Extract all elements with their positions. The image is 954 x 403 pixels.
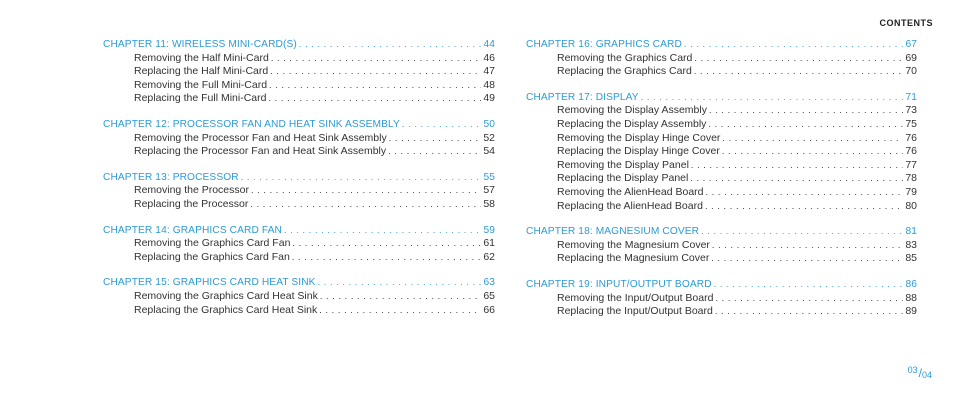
- dot-leader: [706, 186, 904, 200]
- toc-entry-title: Removing the Display Assembly: [557, 104, 707, 117]
- page-separator: /: [918, 366, 922, 380]
- toc-entry-page: 70: [905, 65, 917, 78]
- toc-entry[interactable]: [103, 198, 495, 212]
- toc-entry-title: Removing the Graphics Card Heat Sink: [134, 289, 318, 302]
- toc-entry-page: 66: [483, 303, 495, 316]
- dot-leader: [389, 132, 482, 146]
- dot-leader: [320, 290, 481, 304]
- dot-leader: [292, 237, 481, 251]
- toc-entry[interactable]: [526, 145, 917, 159]
- chapter-heading-page: 67: [905, 39, 917, 50]
- toc-entry-page: 54: [483, 145, 495, 158]
- chapter-heading-page: 86: [905, 278, 917, 290]
- dot-leader: [319, 304, 481, 318]
- chapter-heading-page: 50: [483, 118, 495, 130]
- dot-leader: [270, 65, 481, 79]
- toc-entry-page: 65: [483, 289, 495, 302]
- dot-leader: [714, 278, 904, 292]
- toc-chapter-block: [526, 225, 917, 266]
- toc-entry-title: Removing the Input/Output Board: [557, 291, 714, 304]
- toc-entry-title: Replacing the Half Mini-Card: [134, 65, 269, 78]
- chapter-heading-title: CHAPTER 17: DISPLAY: [526, 91, 639, 103]
- toc-entry[interactable]: [103, 52, 495, 66]
- chapter-heading[interactable]: [526, 38, 917, 52]
- dot-leader: [268, 92, 481, 106]
- toc-entry-title: Replacing the Display Hinge Cover: [557, 145, 720, 158]
- chapter-heading[interactable]: [103, 118, 495, 132]
- dot-leader: [694, 65, 903, 79]
- toc-entry-page: 83: [905, 238, 917, 251]
- toc-entry[interactable]: [526, 118, 917, 132]
- chapter-heading-title: CHAPTER 18: MAGNESIUM COVER: [526, 226, 700, 238]
- chapter-heading-title: CHAPTER 16: GRAPHICS CARD: [526, 39, 682, 50]
- toc-right-column: [526, 38, 917, 331]
- toc-entry-page: 47: [483, 65, 495, 78]
- toc-entry-page: 62: [483, 250, 495, 263]
- toc-entry[interactable]: [103, 145, 495, 159]
- toc-entry-page: 49: [483, 92, 495, 105]
- toc-entry-page: 46: [483, 51, 495, 64]
- dot-leader: [402, 118, 482, 132]
- toc-entry[interactable]: [526, 159, 917, 173]
- toc-entry-page: 75: [905, 117, 917, 130]
- toc-entry-page: 52: [483, 131, 495, 144]
- toc-entry-page: 48: [483, 78, 495, 91]
- dot-leader: [690, 172, 903, 186]
- dot-leader: [711, 252, 903, 266]
- chapter-heading-page: 44: [483, 39, 495, 50]
- dot-leader: [715, 292, 903, 306]
- toc-entry[interactable]: [103, 65, 495, 79]
- chapter-heading-page: 81: [905, 226, 917, 238]
- toc-chapter-block: [103, 224, 495, 265]
- dot-leader: [708, 118, 903, 132]
- toc-entry-title: Removing the Graphics Card: [557, 51, 693, 64]
- toc-entry[interactable]: [103, 184, 495, 198]
- chapter-heading-title: CHAPTER 14: GRAPHICS CARD FAN: [103, 224, 282, 236]
- chapter-heading-page: 71: [905, 91, 917, 103]
- toc-entry[interactable]: [526, 172, 917, 186]
- toc-entry-title: Removing the Full Mini-Card: [134, 78, 268, 91]
- toc-entry-title: Replacing the Input/Output Board: [557, 305, 713, 318]
- toc-entry-page: 88: [905, 291, 917, 304]
- chapter-heading[interactable]: [526, 91, 917, 105]
- toc-entry[interactable]: [103, 290, 495, 304]
- toc-chapter-block: [526, 38, 917, 79]
- toc-entry[interactable]: [526, 200, 917, 214]
- total-page-number: 04: [921, 370, 932, 380]
- dot-leader: [269, 79, 481, 93]
- toc-entry-page: 80: [905, 199, 917, 212]
- toc-chapter-block: [103, 276, 495, 317]
- dot-leader: [388, 145, 481, 159]
- dot-leader: [251, 184, 481, 198]
- toc-entry[interactable]: [526, 186, 917, 200]
- chapter-heading-title: CHAPTER 15: GRAPHICS CARD HEAT SINK: [103, 277, 316, 289]
- toc-entry-title: Replacing the Graphics Card: [557, 65, 692, 78]
- dot-leader: [299, 38, 482, 52]
- dot-leader: [292, 251, 481, 265]
- toc-entry-title: Removing the Graphics Card Fan: [134, 237, 291, 250]
- toc-entry-title: Replacing the Display Panel: [557, 172, 689, 185]
- toc-entry-page: 85: [905, 252, 917, 265]
- toc-entry-title: Removing the Display Hinge Cover: [557, 131, 721, 144]
- toc-entry-page: 57: [483, 184, 495, 197]
- chapter-heading-page: 63: [483, 277, 495, 289]
- toc-entry[interactable]: [526, 104, 917, 118]
- dot-leader: [250, 198, 481, 212]
- chapter-heading[interactable]: [526, 278, 917, 292]
- toc-entry-page: 79: [905, 185, 917, 198]
- dot-leader: [284, 224, 482, 238]
- dot-leader: [694, 52, 903, 66]
- toc-chapter-block: [526, 91, 917, 213]
- dot-leader: [709, 104, 903, 118]
- dot-leader: [722, 145, 903, 159]
- toc-entry[interactable]: [103, 304, 495, 318]
- dot-leader: [641, 91, 904, 105]
- toc-entry[interactable]: [526, 52, 917, 66]
- chapter-heading-page: 55: [483, 171, 495, 183]
- toc-chapter-block: [103, 171, 495, 212]
- toc-entry-page: 69: [905, 51, 917, 64]
- toc-entry-page: 78: [905, 172, 917, 185]
- toc-entry-title: Replacing the Graphics Card Fan: [134, 250, 290, 263]
- chapter-heading-title: CHAPTER 12: PROCESSOR FAN AND HEAT SINK ASSEMBLY: [103, 118, 400, 130]
- toc-entry-title: Removing the Display Panel: [557, 158, 689, 171]
- page-header-title: CONTENTS: [879, 18, 933, 28]
- toc-entry[interactable]: [526, 239, 917, 253]
- chapter-heading-title: CHAPTER 19: INPUT/OUTPUT BOARD: [526, 278, 712, 290]
- toc-entry[interactable]: [103, 132, 495, 146]
- toc-entry-title: Replacing the Processor: [134, 197, 249, 210]
- dot-leader: [701, 225, 903, 239]
- toc-entry-page: 89: [905, 305, 917, 318]
- toc-entry-title: Removing the Magnesium Cover: [557, 238, 710, 251]
- toc-entry-page: 73: [905, 104, 917, 117]
- dot-leader: [691, 159, 903, 173]
- dot-leader: [722, 132, 903, 146]
- chapter-heading[interactable]: [103, 171, 495, 185]
- toc-chapter-block: [526, 278, 917, 319]
- dot-leader: [684, 38, 904, 52]
- toc-entry[interactable]: [103, 92, 495, 106]
- chapter-heading-page: 59: [483, 224, 495, 236]
- toc-entry-title: Replacing the Display Assembly: [557, 117, 707, 130]
- dot-leader: [712, 239, 903, 253]
- page-indicator: [908, 366, 932, 380]
- toc-entry-title: Removing the AlienHead Board: [557, 185, 704, 198]
- chapter-heading[interactable]: [103, 224, 495, 238]
- chapter-heading-title: CHAPTER 13: PROCESSOR: [103, 171, 239, 183]
- chapter-heading-title: CHAPTER 11: WIRELESS MINI-CARD(S): [103, 39, 297, 50]
- toc-entry-title: Replacing the Full Mini-Card: [134, 92, 267, 105]
- chapter-heading[interactable]: [526, 225, 917, 239]
- toc-entry-title: Replacing the Processor Fan and Heat Sink Assembly: [134, 145, 387, 158]
- current-page-number: 03: [907, 365, 918, 375]
- toc-entry[interactable]: [526, 292, 917, 306]
- dot-leader: [705, 200, 903, 214]
- toc-entry-page: 76: [905, 145, 917, 158]
- toc-entry-title: Removing the Half Mini-Card: [134, 51, 269, 64]
- toc-left-column: [103, 38, 495, 329]
- toc-entry[interactable]: [103, 237, 495, 251]
- toc-entry-page: 61: [483, 237, 495, 250]
- dot-leader: [715, 305, 903, 319]
- toc-entry[interactable]: [526, 305, 917, 319]
- toc-entry-page: 77: [905, 158, 917, 171]
- toc-chapter-block: [103, 118, 495, 159]
- toc-entry[interactable]: [526, 132, 917, 146]
- chapter-heading[interactable]: [103, 276, 495, 290]
- toc-entry-page: 58: [483, 197, 495, 210]
- toc-entry[interactable]: [526, 65, 917, 79]
- toc-entry-page: 76: [905, 131, 917, 144]
- toc-entry-title: Replacing the Graphics Card Heat Sink: [134, 303, 318, 316]
- chapter-heading[interactable]: [103, 38, 495, 52]
- toc-entry-title: Replacing the Magnesium Cover: [557, 252, 710, 265]
- toc-entry[interactable]: [103, 79, 495, 93]
- toc-entry[interactable]: [526, 252, 917, 266]
- toc-entry-title: Removing the Processor: [134, 184, 249, 197]
- dot-leader: [318, 276, 482, 290]
- dot-leader: [241, 171, 482, 185]
- toc-entry[interactable]: [103, 251, 495, 265]
- toc-entry-title: Replacing the AlienHead Board: [557, 199, 703, 212]
- toc-chapter-block: [103, 38, 495, 106]
- dot-leader: [271, 52, 482, 66]
- toc-entry-title: Removing the Processor Fan and Heat Sink Assembly: [134, 131, 387, 144]
